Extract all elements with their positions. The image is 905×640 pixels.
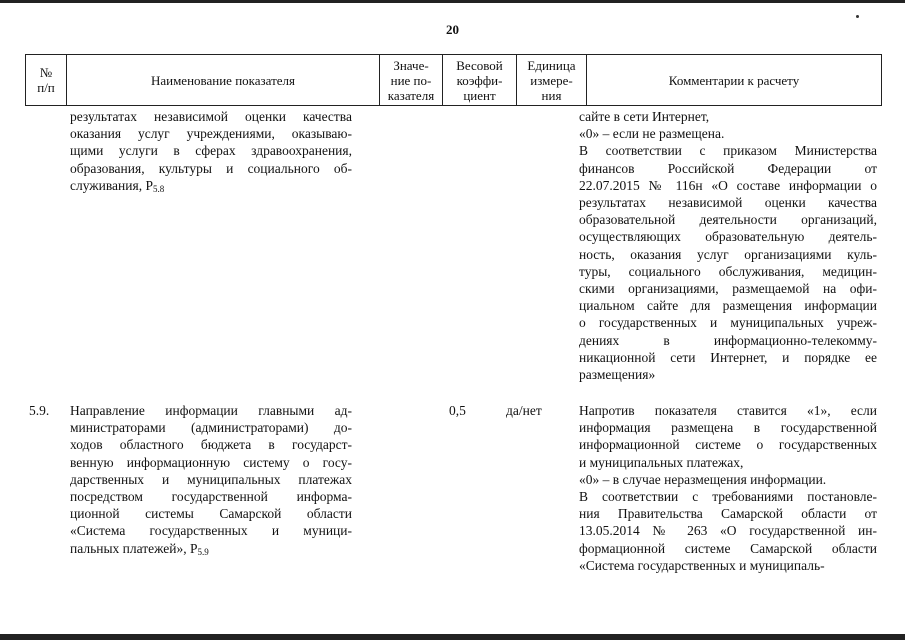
header-value: Значе- ние по- казателя xyxy=(380,55,443,106)
comment-line: ность, оказания услуг организациями куль- xyxy=(579,246,877,262)
name-line: образования, культуры и социального об- xyxy=(70,160,352,176)
comment-line: результатах независимой оценки качества xyxy=(579,195,877,211)
comment-line: «Система государственных и муниципаль- xyxy=(579,557,825,573)
name-line: ходов областного бюджета в государст- xyxy=(70,437,352,453)
name-line: щими услуги в сферах здравоохранения, xyxy=(70,143,352,159)
header-unit: Единица измере- ния xyxy=(517,55,587,106)
scan-speck xyxy=(856,15,859,18)
comment-line: скими организациями, размещаемой на офи- xyxy=(579,281,877,297)
comment-line: сайте в сети Интернет, xyxy=(579,109,710,124)
comment-line: осуществляющих образовательную деятель- xyxy=(579,229,877,245)
comment-line: о государственных и муниципальных учреж- xyxy=(579,315,877,331)
comment-line: туры, социального обслуживания, медицин- xyxy=(579,263,877,279)
comment-line: финансов Российской Федерации от xyxy=(579,160,877,176)
row-5-9-unit: да/нет xyxy=(506,403,542,418)
comment-line: образовательной деятельности организаций, xyxy=(579,212,877,228)
comment-line: Напротив показателя ставится «1», если xyxy=(579,403,877,418)
comment-line: «0» – если не размещена. xyxy=(579,126,725,142)
comment-line: размещения» xyxy=(579,367,656,383)
row-5-9-name xyxy=(70,402,352,561)
comment-line: формационной системе Самарской области xyxy=(579,540,877,556)
comment-line: ния Правительства Самарской области от xyxy=(579,506,877,522)
comment-line: и муниципальных платежах, xyxy=(579,454,744,470)
comment-line: В соответствии с требованиями постановле- xyxy=(579,489,877,505)
comment-line: дениях в информационно-телекомму- xyxy=(579,332,877,348)
row-5-9-number: 5.9. xyxy=(29,403,50,418)
name-line: служивания, $Р_{5.8}$ xyxy=(70,177,165,194)
page-number: 20 xyxy=(446,22,459,37)
comment-line: информационной системе о государственных xyxy=(579,437,877,453)
header-number: № п/п xyxy=(26,55,67,106)
name-line: венную информационную систему о госу- xyxy=(70,454,352,470)
name-line: посредством государственной информа- xyxy=(70,489,352,505)
name-line: министраторами (администраторами) до- xyxy=(70,420,352,436)
top-scan-border xyxy=(0,0,905,3)
row-continued-comment xyxy=(579,108,877,383)
table-header xyxy=(25,54,882,106)
name-line: Направление информации главными ад- xyxy=(70,403,352,418)
header-comment: Комментарии к расчету xyxy=(587,55,882,106)
comment-line: В соответствии с приказом Министерства xyxy=(579,143,877,159)
row-5-9-weight: 0,5 xyxy=(449,403,466,418)
name-line: оказания услуг учреждениями, оказываю- xyxy=(70,126,352,142)
comment-line: циальном сайте для размещения информации xyxy=(579,298,877,314)
name-line: «Система государственных и муници- xyxy=(70,523,352,539)
row-5-9-comment xyxy=(579,402,877,574)
comment-line: никационной сети Интернет, и порядке ее xyxy=(579,349,877,365)
name-line: ционной системы Самарской области xyxy=(70,506,352,522)
comment-line: 22.07.2015 № 116н «О составе информации о xyxy=(579,177,877,193)
indicator-subscript: 5.9 xyxy=(197,546,209,557)
row-continued-name xyxy=(70,108,352,198)
comment-line: «0» – в случае неразмещения информации. xyxy=(579,471,827,487)
name-line: дарственных и муниципальных платежах xyxy=(70,471,352,487)
bottom-scan-border xyxy=(0,634,905,640)
comment-line: 13.05.2014 № 263 «О государственной ин- xyxy=(579,523,877,539)
header-indicator-name: Наименование показателя xyxy=(67,55,380,106)
comment-line: информация размещена в государственной xyxy=(579,420,877,436)
name-line: результатах независимой оценки качества xyxy=(70,109,352,124)
name-line: пальных платежей», $Р_{5.9}$ xyxy=(70,540,209,557)
header-weight: Весовой коэффи- циент xyxy=(443,55,517,106)
indicator-subscript: 5.8 xyxy=(152,183,165,194)
